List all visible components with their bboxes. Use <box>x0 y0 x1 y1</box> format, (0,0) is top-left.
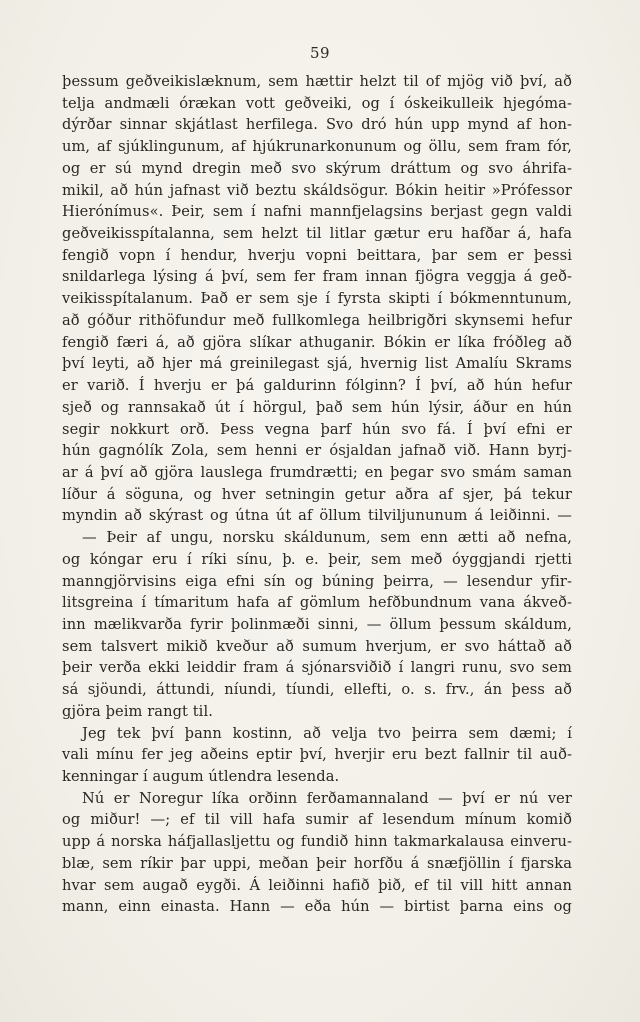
text-line: inn mælikvarða fyrir þolinmæði sinni, — öllum þessum skáldum, <box>62 615 572 633</box>
text-line: veikisspítalanum. Það er sem sje í fyrsta skipti í bókmenntunum, <box>62 290 572 308</box>
text-line: dýrðar sinnar skjátlast herfilega. Svo dró hún upp mynd af hon- <box>62 116 572 134</box>
text-line: hvar sem augað eygði. Á leiðinni hafið þið, ef til vill hitt annan <box>62 876 572 894</box>
text-line: litsgreina í tímaritum hafa af gömlum hefðbundnum vana ákveð- <box>62 594 572 612</box>
text-line: manngjörvisins eiga efni sín og búning þeirra, — lesendur yfir- <box>62 572 572 590</box>
text-line: að góður rithöfundur með fullkomlega heilbrigðri skynsemi hefur <box>62 311 572 329</box>
text-line: og miður! —; ef til vill hafa sumir af lesendum mínum komið <box>62 811 572 829</box>
text-line: þeir verða ekki leiddir fram á sjónarsviðið í langri runu, svo sem <box>62 659 572 677</box>
text-line: um, af sjúklingunum, af hjúkrunarkonunum og öllu, sem fram fór, <box>62 138 572 156</box>
text-line: upp á norska háfjallasljettu og fundið hinn takmarkalausa einveru- <box>62 833 572 851</box>
text-line: gjöra þeim rangt til. <box>62 702 213 720</box>
text-line: líður á söguna, og hver setningin getur aðra af sjer, þá tekur <box>62 485 572 503</box>
text-line: ar á því að gjöra lauslega frumdrætti; en þegar svo smám saman <box>62 463 572 481</box>
text-line: og kóngar eru í ríki sínu, þ. e. þeir, sem með óyggjandi rjetti <box>62 550 572 568</box>
text-line: Nú er Noregur líka orðinn ferðamannaland — því er nú ver <box>82 789 572 807</box>
text-line: geðveikisspítalanna, sem helzt til litlar gætur eru hafðar á, hafa <box>62 225 572 243</box>
text-line: hún gagnólík Zola, sem henni er ósjaldan jafnað við. Hann byrj- <box>62 442 572 460</box>
text-line: kenningar í augum útlendra lesenda. <box>62 768 340 785</box>
text-line: mikil, að hún jafnast við beztu skáldsögur. Bókin heitir »Prófessor <box>62 181 572 199</box>
text-line: telja andmæli órækan vott geðveiki, og í óskeikulleik hjegóma- <box>62 94 572 112</box>
text-line: því leyti, að hjer má greinilegast sjá, hvernig list Amalíu Skrams <box>62 355 572 373</box>
text-line: Hierónímus«. Þeir, sem í nafni mannfjelagsins berjast gegn valdi <box>62 203 572 221</box>
text-line: vali mínu fer jeg aðeins eptir því, hverjir eru bezt fallnir til auð- <box>62 746 572 764</box>
text-line: — Þeir af ungu, norsku skáldunum, sem enn ætti að nefna, <box>82 529 572 547</box>
page-number: 59 <box>309 44 331 62</box>
text-line: sem talsvert mikið kveður að sumum hverjum, er svo háttað að <box>62 637 572 655</box>
text-line: er varið. Í hverju er þá galdurinn fólginn? Í því, að hún hefur <box>62 377 572 395</box>
text-line: fengið vopn í hendur, hverju vopni beittara, þar sem er þessi <box>62 246 572 264</box>
text-line: Jeg tek því þann kostinn, að velja tvo þeirra sem dæmi; í <box>82 724 572 742</box>
text-line: sá sjöundi, áttundi, níundi, tíundi, ellefti, o. s. frv., án þess að <box>62 681 572 699</box>
text-line: og er sú mynd dregin með svo skýrum dráttum og svo áhrifa- <box>62 159 572 177</box>
text-line: snildarlega lýsing á því, sem fer fram innan fjögra veggja á geð- <box>62 268 572 286</box>
text-line: segir nokkurt orð. Þess vegna þarf hún svo fá. Í því efni er <box>62 420 572 438</box>
text-line: þessum geðveikislæknum, sem hættir helzt til of mjög við því, að <box>62 73 572 90</box>
body-text <box>62 71 572 918</box>
text-line: blæ, sem ríkir þar uppi, meðan þeir horfðu á snæfjöllin í fjarska <box>62 854 572 872</box>
text-line: fengið færi á, að gjöra slíkar athuganir. Bókin er líka fróðleg að <box>62 333 572 351</box>
text-line: sjeð og rannsakað út í hörgul, það sem hún lýsir, áður en hún <box>62 398 572 416</box>
text-line: myndin að skýrast og útna út af öllum tilviljununum á leiðinni. — <box>62 507 572 525</box>
text-line: mann, einn einasta. Hann — eða hún — birtist þarna eins og <box>62 898 572 916</box>
